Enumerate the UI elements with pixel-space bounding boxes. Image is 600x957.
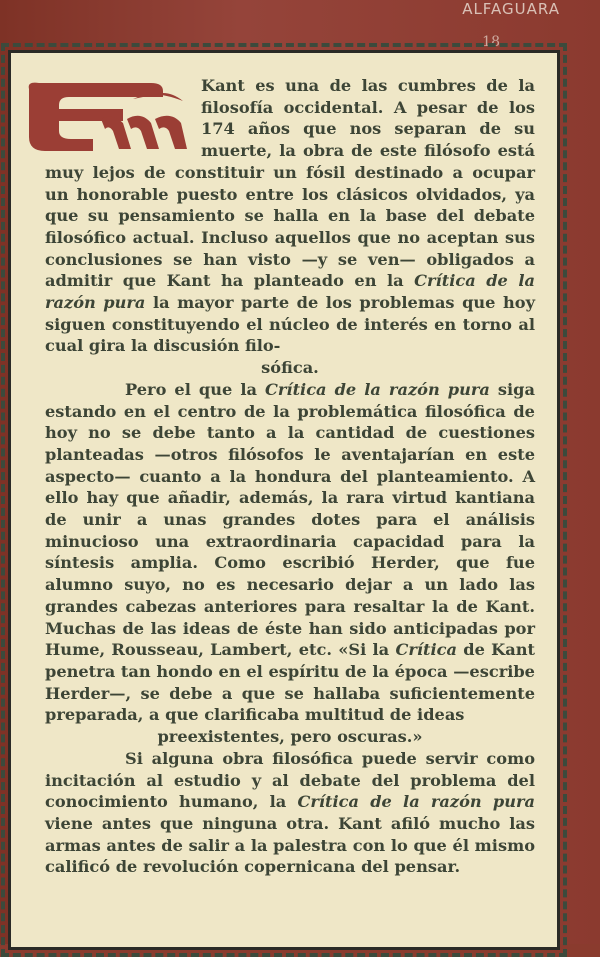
paragraph-1: Kant es una de las cumbres de la filosofía occidental. A pesar de los 174 años que nos separan de su muerte, la obra de este filósofo está muy lejos de constituir un fósil destinado a ocupar un honorable puesto entre los clásicos olvidados, ya que su pensamiento se halla en la base del debate filosófico actual. Incluso aquellos que no aceptan sus conclusiones se han visto —y se ven— obligados a admitir que Kant ha planteado en la Crítica de la razón pura la mayor parte de los problemas que hoy siguen constituyendo el núcleo de interés en torno al cual gira la discusión filo-: [45, 75, 535, 357]
publisher-logo: ALFAGUARA: [462, 0, 560, 18]
paragraph-1-end: sófica.: [261, 358, 319, 378]
paragraph-3: Si alguna obra filosófica puede servir como incitación al estudio y al debate del problema del conocimiento humano, la Crítica de la razón pura viene antes que ninguna otra. Kant afiló mucho las armas antes de salir a la palestra con lo que él mismo calificó de revolución copernicana del pensar.: [45, 748, 535, 877]
paragraph-2: Pero el que la Crítica de la razón pura siga estando en el centro de la problemática filosófica de hoy no se debe tanto a la cantidad de cuestiones planteadas —otros filósofos le aventajarían en este aspecto— cuanto a la hondura del planteamiento. A ello hay que añadir, además, la rara virtud kantiana de unir a unas grandes dotes para el análisis minucioso una extraordinaria capacidad para la síntesis amplia. Como escribió Herder, que fue alumno suyo, no es necesario dejar a un lado las grandes cabezas anteriores para resaltar la de Kant. Muchas de las ideas de éste han sido anticipadas por Hume, Rousseau, Lambert, etc. «Si la Crítica de Kant penetra tan hondo en el espíritu de la época —escribe Herder—, se debe a que se hallaba suficientemente preparada, a que clarificaba multitud de ideas: [45, 379, 535, 725]
text-panel: [8, 50, 560, 950]
drop-cap-ornament: [23, 79, 191, 157]
body-text: [45, 75, 535, 878]
paragraph-2-end: preexistentes, pero oscuras.»: [157, 727, 423, 747]
page-number: 18: [482, 34, 500, 50]
